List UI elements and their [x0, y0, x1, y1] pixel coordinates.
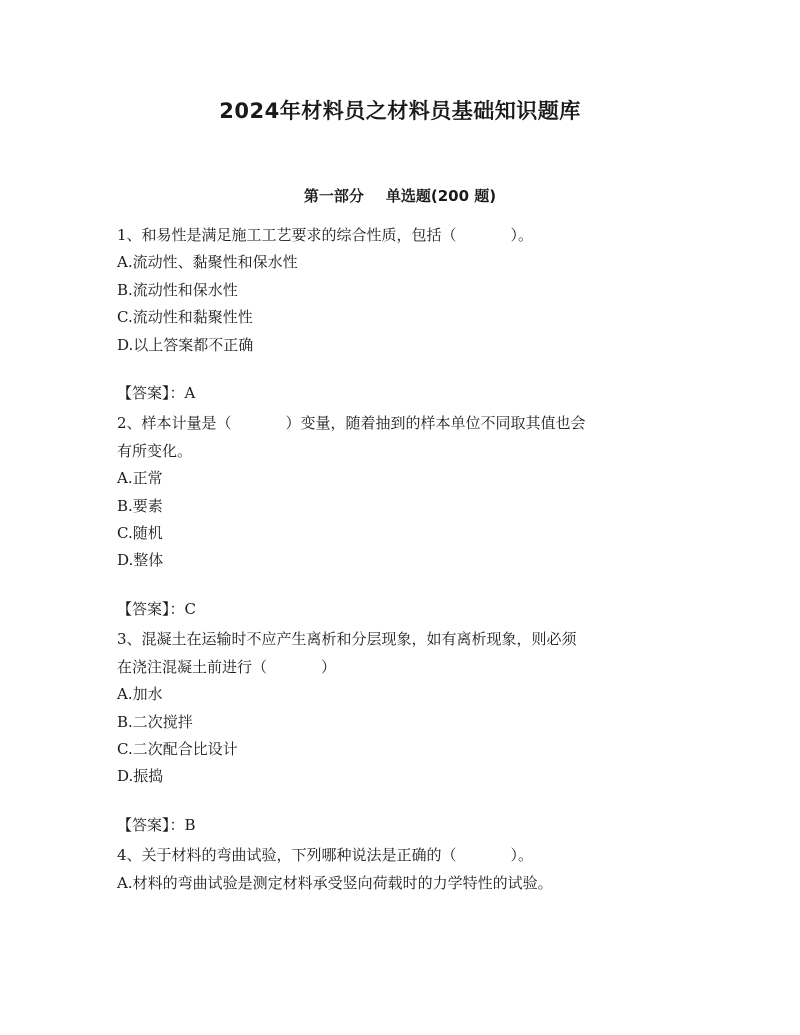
- option-b: B.要素: [117, 496, 163, 515]
- question-stem: 3、混凝土在运输时不应产生离析和分层现象，如有离析现象，则必须: [117, 630, 577, 649]
- option-a: A.正常: [117, 469, 163, 488]
- option-d: D.以上答案都不正确: [117, 335, 254, 354]
- option-c: C.随机: [117, 524, 163, 543]
- section-part: 第一部分: [303, 187, 364, 205]
- answer-value: C: [184, 599, 196, 618]
- question-list: [117, 222, 687, 897]
- answer-label: 【答案】：: [117, 599, 185, 618]
- answer-label: 【答案】：: [117, 815, 185, 834]
- option-b: B.流动性和保水性: [117, 280, 238, 299]
- question-stem-continued: 有所变化。: [117, 441, 193, 460]
- question-1: [117, 222, 687, 407]
- question-4: [117, 842, 687, 897]
- option-a: A.材料的弯曲试验是测定材料承受竖向荷载时的力学特性的试验。: [117, 873, 553, 892]
- section-heading: [0, 184, 800, 208]
- document-title: 2024年材料员之材料员基础知识题库: [219, 99, 581, 123]
- option-a: A.流动性、黏聚性和保水性: [117, 253, 298, 272]
- question-3: [117, 626, 687, 839]
- option-c: C.流动性和黏聚性性: [117, 308, 253, 327]
- question-stem: 1、和易性是满足施工工艺要求的综合性质，包括（ ）。: [117, 226, 534, 244]
- option-d: D.整体: [117, 551, 164, 570]
- question-stem: 4、关于材料的弯曲试验，下列哪种说法是正确的（ ）。: [117, 846, 534, 865]
- section-name: 单选题(200 题): [385, 187, 497, 205]
- option-d: D.振捣: [117, 767, 164, 786]
- answer-line: [117, 596, 687, 623]
- answer-value: A: [184, 384, 196, 403]
- option-b: B.二次搅拌: [117, 712, 193, 731]
- answer-value: B: [184, 815, 196, 834]
- answer-label: 【答案】：: [117, 384, 185, 403]
- answer-line: [117, 380, 687, 407]
- option-a: A.加水: [117, 685, 163, 704]
- question-stem-continued: 在浇注混凝土前进行（ ）: [117, 657, 337, 676]
- option-c: C.二次配合比设计: [117, 739, 238, 758]
- question-2: [117, 410, 687, 623]
- question-stem: 2、样本计量是（ ）变量，随着抽到的样本单位不同取其值也会: [117, 414, 586, 433]
- answer-line: [117, 812, 687, 839]
